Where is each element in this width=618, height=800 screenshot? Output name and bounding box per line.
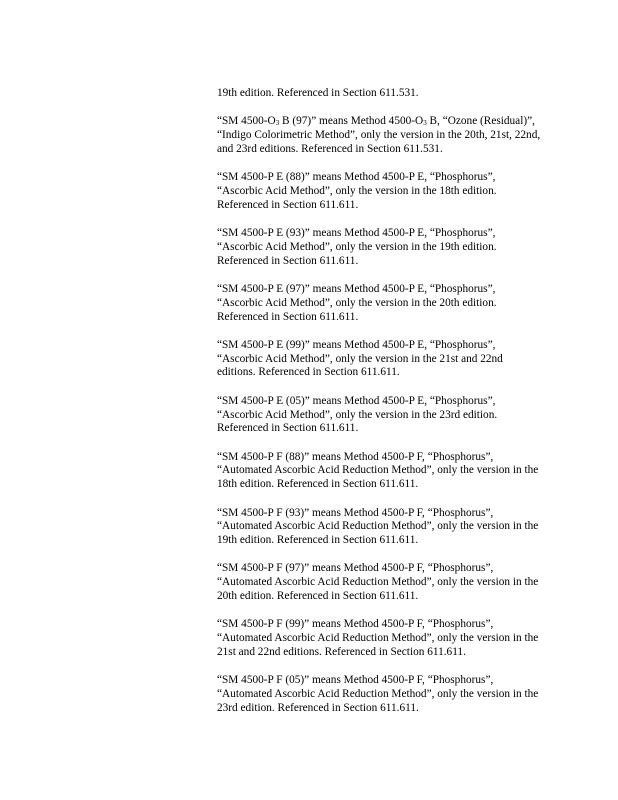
paragraph-sm-4500-p-f-05: “SM 4500-P F (05)” means Method 4500-P F, “Phosphorus”, “Automated Ascorbic Acid Reduction Method”, only the version in the 23rd edition. Referenced in Section 611.611. — [217, 674, 539, 714]
paragraph-sm-4500-p-e-05: “SM 4500-P E (05)” means Method 4500-P E, “Phosphorus”, “Ascorbic Acid Method”, only the version in the 23rd edition. Referenced in Section 611.611. — [217, 394, 498, 435]
paragraph-sm-4500-p-e-99: “SM 4500-P E (99)” means Method 4500-P E, “Phosphorus”, “Ascorbic Acid Method”, only the version in the 21st and 22nd editions. Referenced in Section 611.611. — [217, 338, 503, 379]
paragraph-sm-4500-p-e-93: “SM 4500-P E (93)” means Method 4500-P E, “Phosphorus”, “Ascorbic Acid Method”, only the version in the 19th edition. Referenced in Section 611.611. — [217, 227, 497, 267]
paragraph-text-part: B (97)” means Method 4500-O — [279, 115, 424, 128]
paragraph-sm-4500-p-f-99: “SM 4500-P F (99)” means Method 4500-P F, “Phosphorus”, “Automated Ascorbic Acid Reduction Method”, only the version in the 21st and 22nd editions. Referenced in Section 611.611. — [217, 618, 539, 658]
paragraph-sm-4500-p-f-97: “SM 4500-P F (97)” means Method 4500-P F, “Phosphorus”, “Automated Ascorbic Acid Reduction Method”, only the version in the 20th edition. Referenced in Section 611.611. — [217, 562, 539, 603]
paragraph-text-part: B, “Ozone (Residual)”, “Indigo Colorimetric Method”, only the version in the 20th, 21st, 22nd, and 23rd editions. Referenced in Section 611.531. — [217, 115, 541, 155]
paragraph-sm-4500-p-f-93: “SM 4500-P F (93)” means Method 4500-P F, “Phosphorus”, “Automated Ascorbic Acid Reduction Method”, only the version in the 19th edition. Referenced in Section 611.611. — [217, 506, 539, 547]
subscript: 3 — [275, 119, 280, 128]
paragraph-sm-4500-p-e-88: “SM 4500-P E (88)” means Method 4500-P E, “Phosphorus”, “Ascorbic Acid Method”, only the version in the 18th edition. Referenced in Section 611.611. — [217, 171, 497, 211]
paragraph-sm-4500-p-e-97: “SM 4500-P E (97)” means Method 4500-P E, “Phosphorus”, “Ascorbic Acid Method”, only the version in the 20th edition. Referenced in Section 611.611. — [217, 282, 497, 323]
paragraph-continuation: 19th edition. Referenced in Section 611.531. — [217, 87, 419, 99]
paragraph-text-part: “SM 4500-O — [217, 115, 276, 128]
subscript: 3 — [423, 119, 427, 128]
paragraph-sm-4500-p-f-88: “SM 4500-P F (88)” means Method 4500-P F, “Phosphorus”, “Automated Ascorbic Acid Reduction Method”, only the version in the 18th edition. Referenced in Section 611.611. — [217, 450, 539, 491]
paragraph-sm-4500-o3-b-97 — [217, 115, 541, 156]
document-body — [217, 87, 541, 730]
